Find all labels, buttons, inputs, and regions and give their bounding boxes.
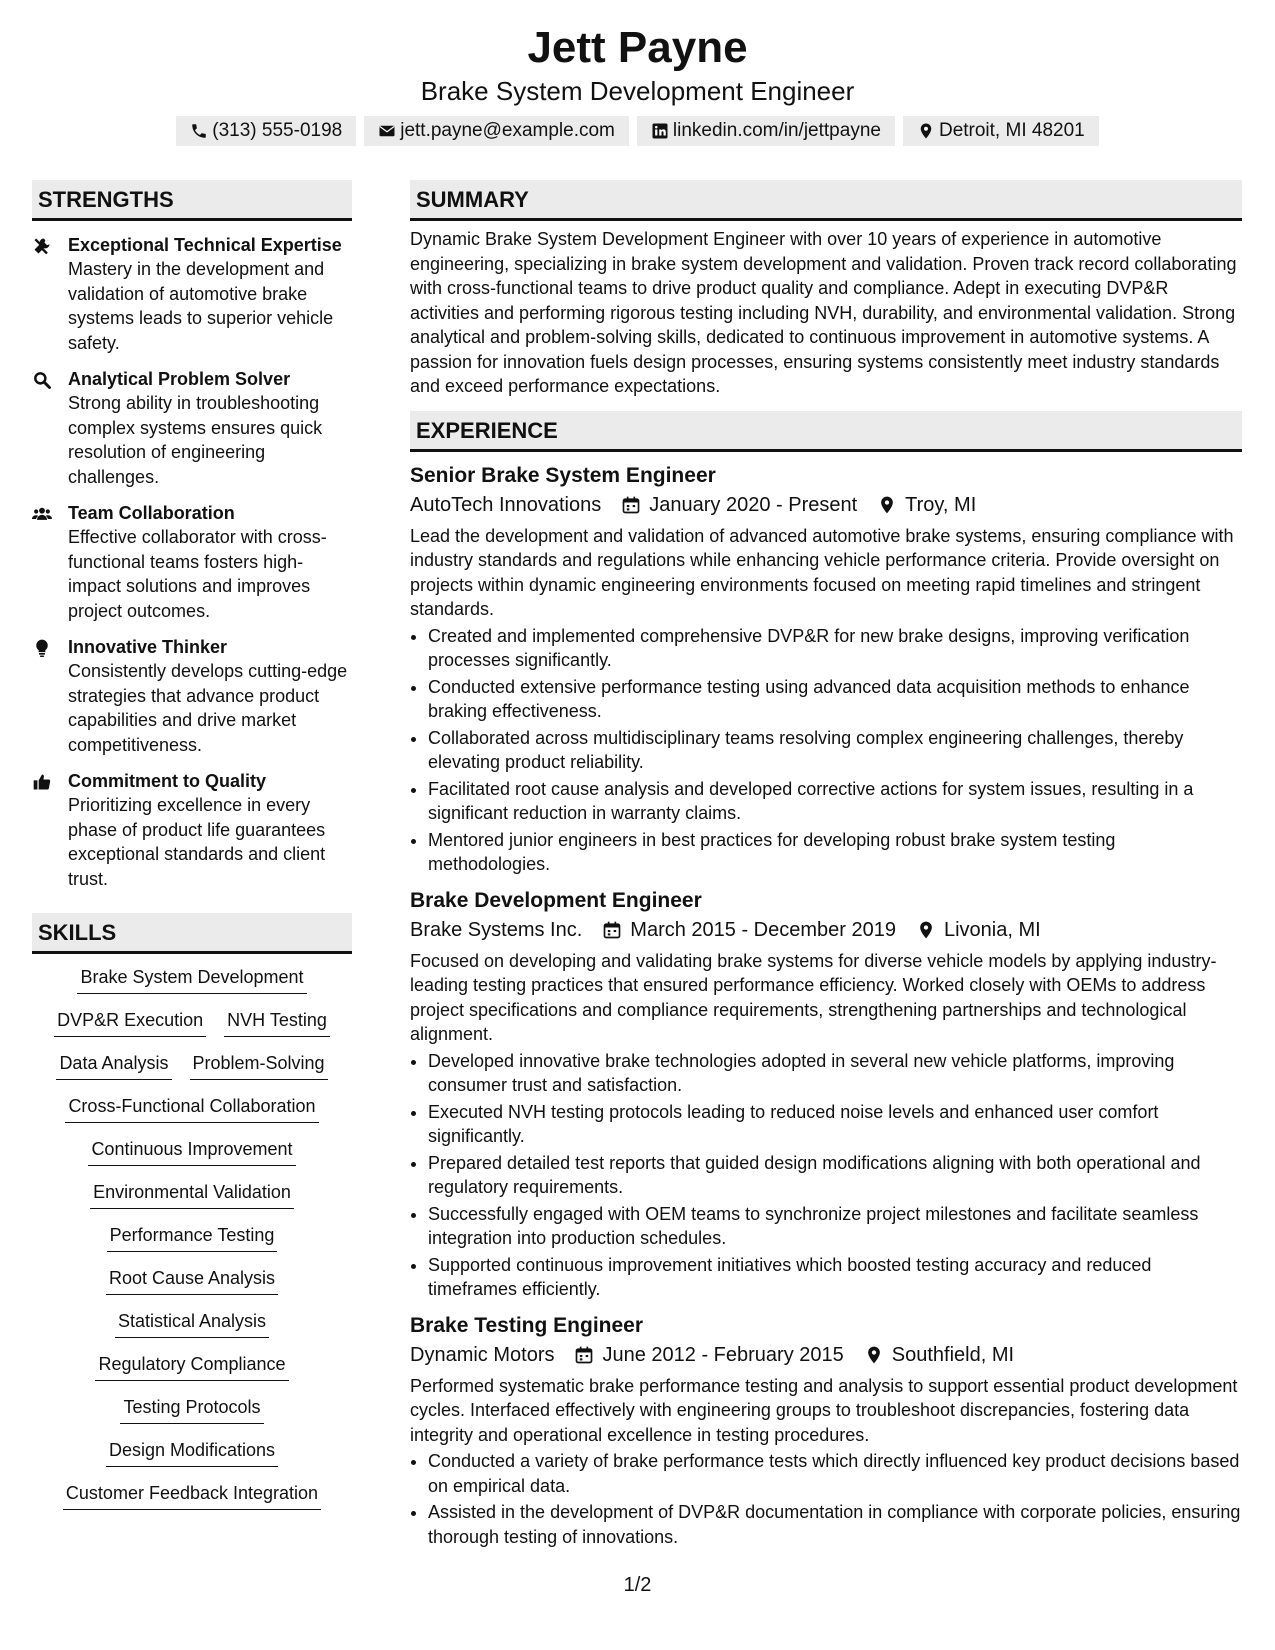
contact-linkedin-text: linkedin.com/in/jettpayne [672,120,881,141]
job-meta [410,490,1242,520]
job-bullet: • Conducted extensive performance testing using advanced data acquisition methods to enhance braking effectiveness. [428,675,1242,724]
strength-title: Exceptional Technical Expertise [68,235,342,255]
job-bullet: • Developed innovative brake technologies adopted in several new vehicle platforms, improving consumer trust and satisfaction. [428,1049,1242,1098]
job-description: Focused on developing and validating brake systems for diverse vehicle models by applying industry-leading testing practices that ensured performance efficiency. Worked closely with OEMs to address project specifications and compliance requirements, strengthening partnerships and technological alignment. [410,950,1217,1044]
thumbs-up-icon [32,772,52,792]
skill-tag: Brake System Development [77,964,306,994]
skill-tag: DVP&R Execution [54,1007,206,1037]
skill-tag: Cross-Functional Collaboration [65,1093,318,1123]
page-number: 1/2 [623,1574,652,1596]
job-bullet: • Assisted in the development of DVP&R documentation in compliance with corporate policies, ensuring thorough testing of innovations. [428,1500,1242,1549]
skill-tag: Customer Feedback Integration [63,1480,321,1510]
job-bullet: • Supported continuous improvement initiatives which boosted testing accuracy and reduced timeframes efficiently. [428,1253,1242,1302]
map-pin-icon [916,920,936,940]
skill-tag: Performance Testing [107,1222,278,1252]
job-bullets [410,1049,1242,1302]
calendar-icon [602,920,622,940]
job-location: Troy, MI [905,493,977,516]
strength-title: Innovative Thinker [68,637,228,657]
search-icon [32,370,52,390]
job-company: Brake Systems Inc. [410,918,583,941]
strength-title: Team Collaboration [68,503,235,523]
job-description: Lead the development and validation of advanced automotive brake systems, ensuring compliance with industry standards and regulations while enhancing vehicle performance criteria. Provide oversight on projects within dynamic engineering environments focused on meeting rapid timelines and stringent standards. [410,525,1234,619]
candidate-title: Brake System Development Engineer [420,76,855,106]
resume-header [0,0,1275,146]
job-meta [410,1340,1242,1370]
strength-desc: Mastery in the development and validation of automotive brake systems leads to superior vehicle safety. [68,259,334,353]
job-location: Southfield, MI [891,1343,1015,1366]
skill-tag: Regulatory Compliance [95,1351,288,1381]
job-bullet: • Created and implemented comprehensive DVP&R for new brake designs, improving verification processes significantly. [428,624,1242,673]
job-location: Livonia, MI [943,918,1041,941]
skill-tag: Design Modifications [106,1437,278,1467]
calendar-icon [621,495,641,515]
skill-tag: Environmental Validation [90,1179,294,1209]
contact-phone-text: (313) 555-0198 [212,120,343,141]
lightbulb-icon [32,638,52,658]
job-bullet: • Executed NVH testing protocols leading to reduced noise levels and enhanced user comfort significantly. [428,1100,1242,1149]
job-bullet: • Facilitated root cause analysis and developed corrective actions for system issues, resulting in a significant reduction in warranty claims. [428,777,1242,826]
map-pin-icon [877,495,897,515]
contact-linkedin[interactable] [637,116,895,146]
contact-location [903,116,1099,146]
skill-tag: Testing Protocols [120,1394,263,1424]
strength-item [32,233,352,355]
strength-item [32,367,352,489]
strength-desc: Strong ability in troubleshooting complex systems ensures quick resolution of engineering challenges. [68,393,323,487]
job-dates: March 2015 - December 2019 [630,918,896,941]
job-title: Brake Testing Engineer [410,1313,644,1337]
skill-tag: Data Analysis [56,1050,171,1080]
users-icon [32,504,52,524]
contact-location-text: Detroit, MI 48201 [938,120,1085,141]
calendar-icon [574,1345,594,1365]
job-bullets [410,1449,1242,1549]
strength-item [32,635,352,757]
job-entry [410,1312,1242,1550]
strength-title: Analytical Problem Solver [68,369,291,389]
strengths-heading: STRENGTHS [32,180,352,221]
contact-phone[interactable] [176,116,356,146]
skills-list [32,964,352,1510]
job-title: Senior Brake System Engineer [410,463,716,487]
contact-email[interactable] [364,116,629,146]
left-column [32,180,352,1523]
skill-tag: Statistical Analysis [115,1308,269,1338]
strength-item [32,769,352,891]
job-bullet: • Successfully engaged with OEM teams to synchronize project milestones and facilitate seamless integration into production schedules. [428,1202,1242,1251]
map-pin-icon [917,122,935,140]
skill-tag: Root Cause Analysis [106,1265,278,1295]
strength-desc: Effective collaborator with cross-functional teams fosters high-impact solutions and improves project outcomes. [68,527,327,621]
job-entry [410,462,1242,877]
strength-item [32,501,352,623]
job-bullet: • Conducted a variety of brake performance tests which directly influenced key product decisions based on empirical data. [428,1449,1242,1498]
job-bullet: • Prepared detailed test reports that guided design modifications aligning with both operational and regulatory requirements. [428,1151,1242,1200]
job-dates: June 2012 - February 2015 [602,1343,844,1366]
job-bullet: • Mentored junior engineers in best practices for developing robust brake system testing methodologies. [428,828,1242,877]
strength-title: Commitment to Quality [68,771,267,791]
job-description: Performed systematic brake performance testing and analysis to support essential product development cycles. Interfaced effectively with engineering groups to troubleshoot discrepancies, fostering data integrity and operational excellence in testing procedures. [410,1375,1238,1445]
tools-icon [32,236,52,256]
candidate-name: Jett Payne [527,23,748,72]
job-company: Dynamic Motors [410,1343,555,1366]
job-dates: January 2020 - Present [649,493,858,516]
job-title: Brake Development Engineer [410,888,702,912]
summary-text: Dynamic Brake System Development Engineer with over 10 years of experience in automotive engineering, specializing in brake system development and validation. Proven track record collaborating with cross-functional teams to drive product quality and compliance. Adept in executing DVP&R activities and performing rigorous testing including NVH, durability, and environmental validation. Strong analytical and problem-solving skills, dedicated to continuous improvement in automotive systems. A passion for innovation fuels design processes, ensuring systems consistently meet industry standards and exceed performance expectations. [410,229,1237,396]
skill-tag: NVH Testing [224,1007,330,1037]
skill-tag: Problem-Solving [190,1050,328,1080]
skills-heading: SKILLS [32,913,352,954]
job-company: AutoTech Innovations [410,493,602,516]
skill-tag: Continuous Improvement [88,1136,295,1166]
job-meta [410,915,1242,945]
right-column [410,180,1242,1551]
map-pin-icon [864,1345,884,1365]
linkedin-icon [651,122,669,140]
job-entry [410,887,1242,1302]
envelope-icon [378,122,396,140]
strength-desc: Consistently develops cutting-edge strategies that advance product capabilities and drive market competitiveness. [68,661,348,755]
job-bullets [410,624,1242,877]
phone-icon [190,122,208,140]
summary-heading: SUMMARY [410,180,1242,221]
strength-desc: Prioritizing excellence in every phase of product life guarantees exceptional standards and client trust. [68,795,326,889]
experience-heading: EXPERIENCE [410,411,1242,452]
job-bullet: • Collaborated across multidisciplinary teams resolving complex engineering challenges, thereby elevating product reliability. [428,726,1242,775]
contact-bar [0,116,1275,146]
contact-email-text: jett.payne@example.com [400,120,615,141]
